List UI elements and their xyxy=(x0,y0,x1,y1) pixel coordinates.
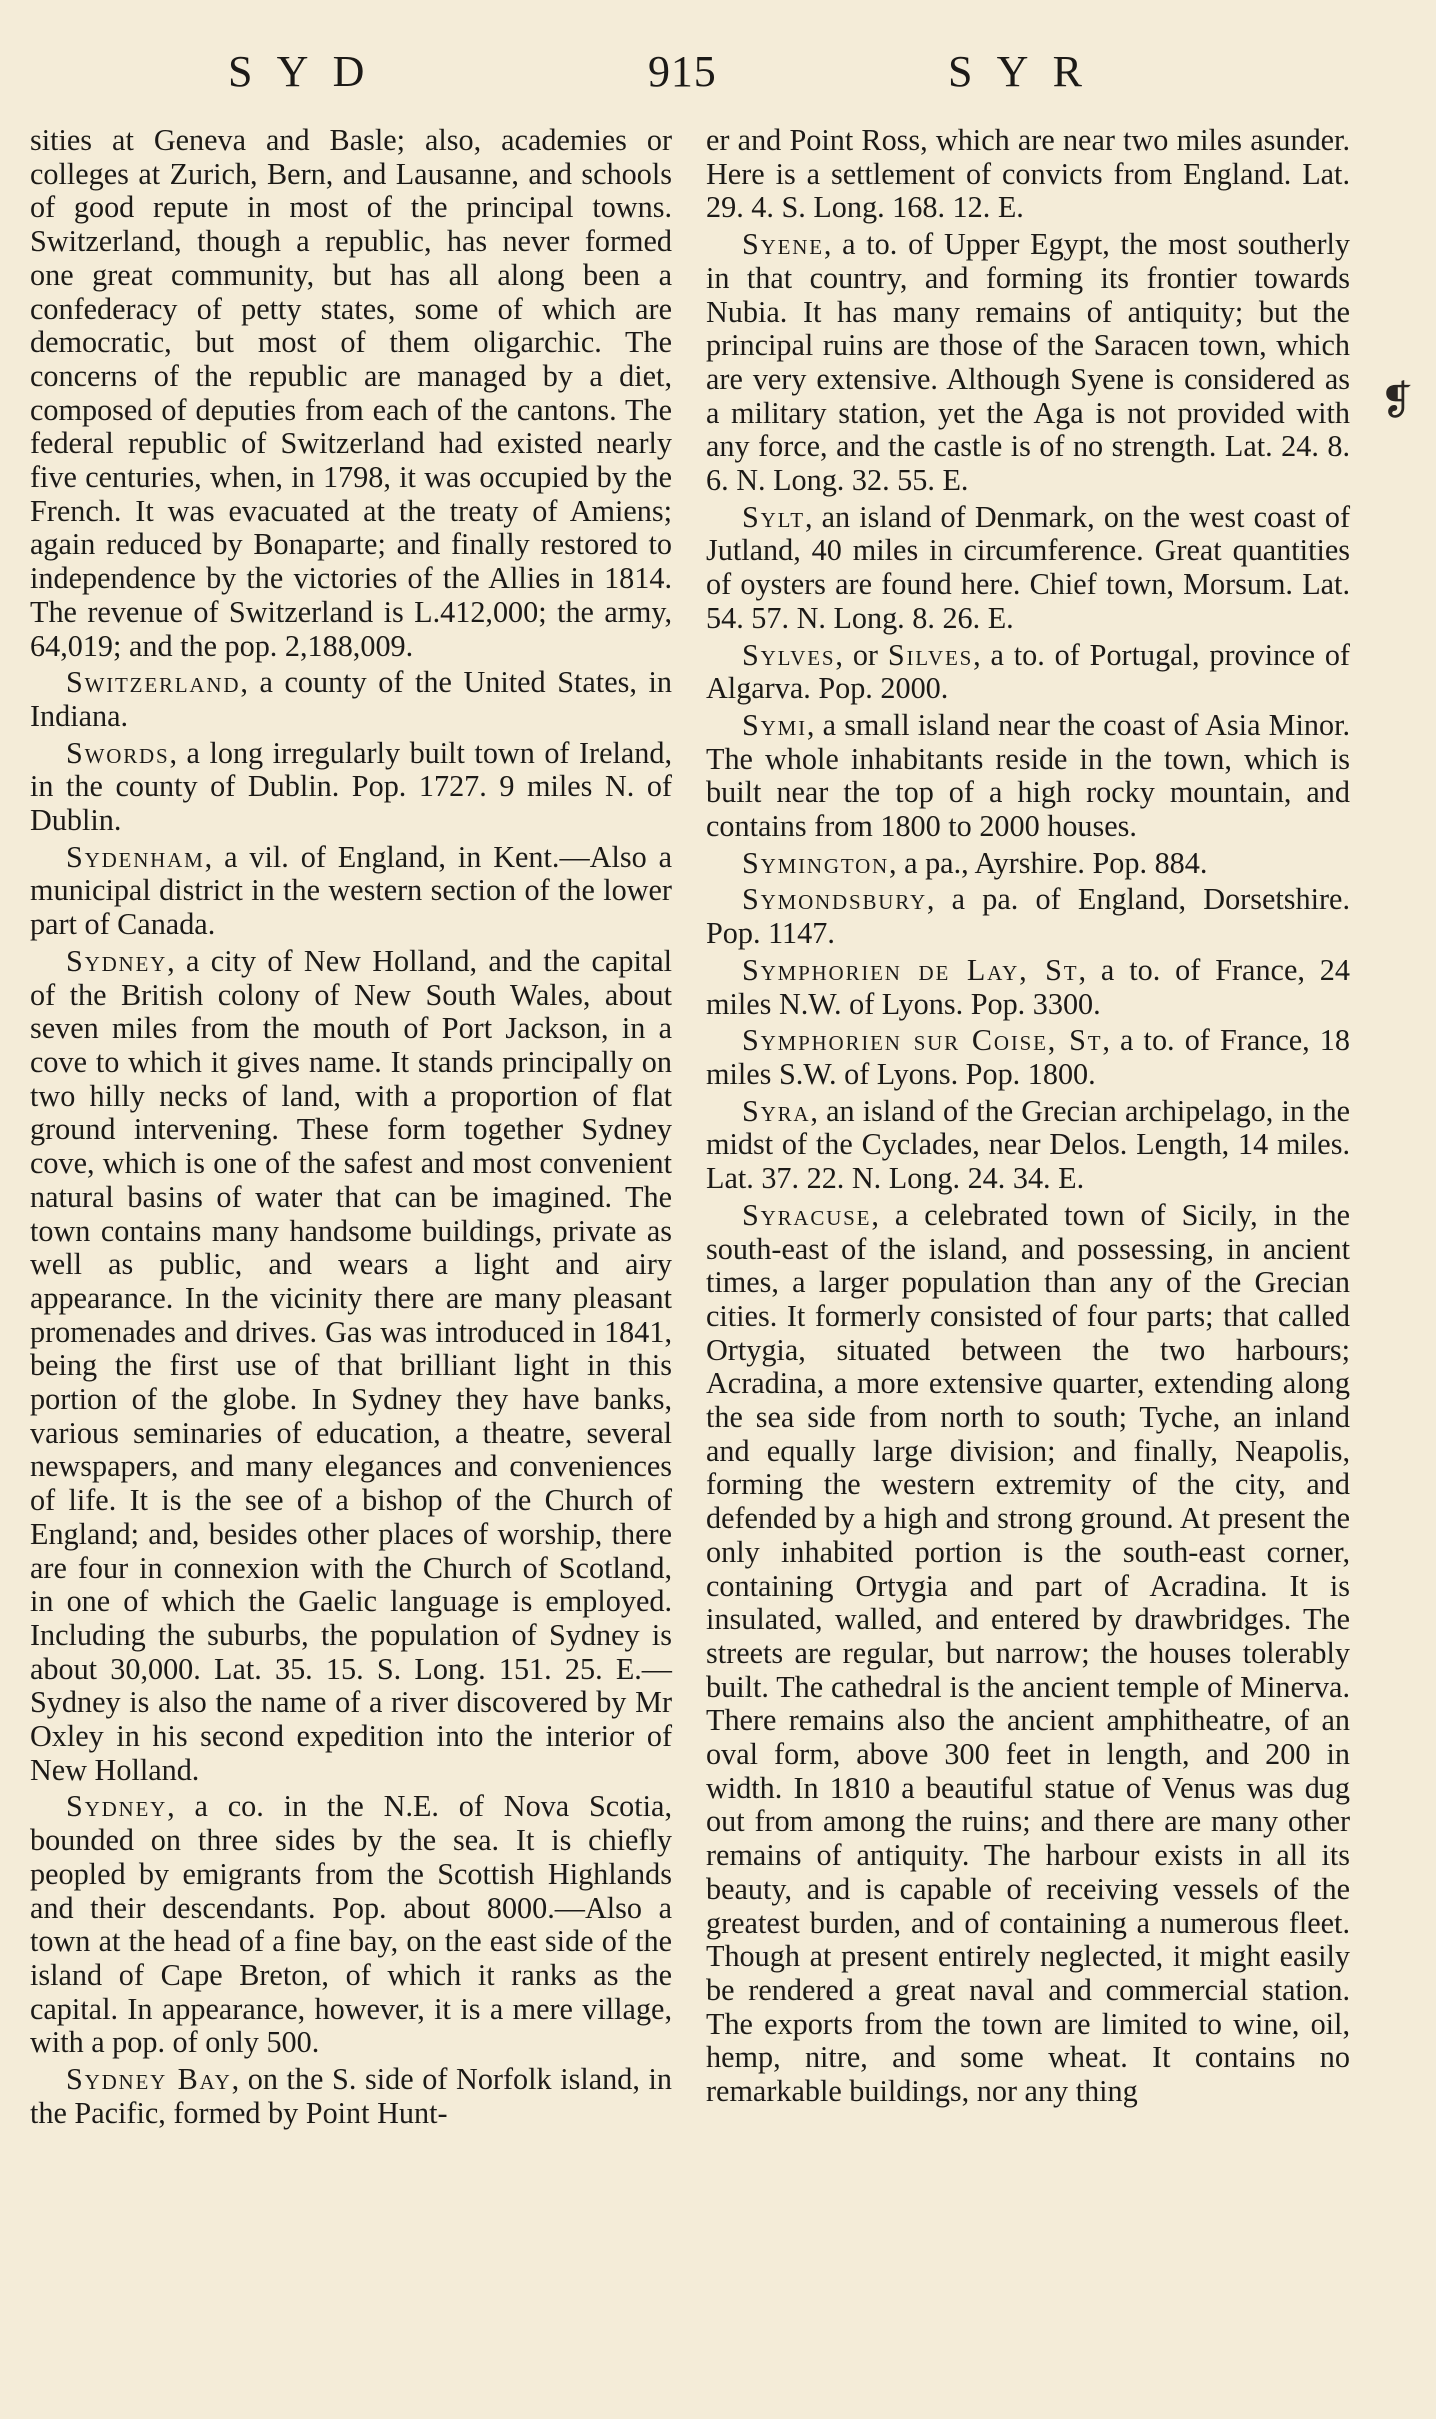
entry-headword: Symphorien sur Coise, St xyxy=(742,1023,1103,1058)
entry-text: er and Point Ross, which are near two miles asunder. Here is a settlement of convicts from England. Lat. 29. 4. S. Long. 168. 12. E. xyxy=(706,123,1350,225)
entry-text: , a to. of France, 24 miles N.W. of Lyons. Pop. 3300. xyxy=(706,952,1350,1021)
entry-headword: Swords xyxy=(66,735,170,770)
entry-headword: Silves xyxy=(887,637,974,672)
entry-text: , a pa. of England, Dorsetshire. Pop. 1147. xyxy=(706,882,1350,951)
entry-headword: Symphorien de Lay, St xyxy=(742,952,1079,987)
entry xyxy=(706,501,1350,636)
entry xyxy=(30,737,672,838)
entry-text: , a long irregularly built town of Ireland, in the county of Dublin. Pop. 1727. 9 miles N. of Dublin. xyxy=(30,735,672,838)
entry-text: , a small island near the coast of Asia Minor. The whole inhabitants reside in the town, which is built near the top of a high rocky mountain, and contains from 1800 to 2000 houses. xyxy=(706,707,1350,844)
entry-text: , a co. in the N.E. of Nova Scotia, bounded on three sides by the sea. It is chiefly peopled by emigrants from the Scottish Highlands and their descendants. Pop. about 8000.—Also a town at the head of a fine bay, on the east side of the island of Cape Breton, of which it ranks as the capital. In appearance, however, it is a mere village, with a pop. of only 500. xyxy=(30,1789,672,2060)
entry-headword: Sylt xyxy=(742,499,805,534)
entry xyxy=(30,1790,672,2060)
page-number: 915 xyxy=(648,47,717,96)
running-head xyxy=(0,46,1436,116)
entry-headword: Symi xyxy=(742,707,807,742)
right-column xyxy=(706,124,1350,2112)
entry xyxy=(706,1024,1350,1091)
entry-headword: Syra xyxy=(742,1093,811,1128)
entry xyxy=(706,228,1350,498)
entry-text: , an island of the Grecian archipelago, in the midst of the Cyclades, near Delos. Length, 14 miles. Lat. 37. 22. N. Long. 24. 34. E. xyxy=(706,1093,1350,1196)
entry-text: , an island of Denmark, on the west coast of Jutland, 40 miles in circumference. Great quantities of oysters are found here. Chief town, Morsum. Lat. 54. 57. N. Long. 8. 26. E. xyxy=(706,499,1350,635)
entry-text: , a celebrated town of Sicily, in the south-east of the island, and possessing, in ancient times, a larger population than any of the Grecian cities. It formerly consisted of four parts; that called Ortygia, situated between the two harbours; Acradina, a more extensive quarter, extending along the sea side from north to south; Tyche, an inland and equally large division; and finally, Neapolis, forming the western extremity of the city, and defended by a high and strong ground. At present the only inhabited portion is the south-east corner, containing Ortygia and part of Acradina. It is insulated, walled, and entered by drawbridges. The streets are regular, but narrow; the houses tolerably built. The cathedral is the ancient temple of Minerva. There remains also the ancient amphitheatre, of an oval form, above 300 feet in length, and 200 in width. In 1810 a beautiful statue of Venus was dug out from among the ruins; and there are many other remains of antiquity. The harbour exists in all its beauty, and is capable of receiving vessels of the greatest burden, and of containing a numerous fleet. Though at present entirely neglected, it might easily be rendered a great naval and commercial station. The exports from the town are limited to wine, oil, hemp, nitre, and some wheat. It contains no remarkable buildings, nor any thing xyxy=(706,1197,1350,2109)
entry-text: , or xyxy=(835,637,888,672)
header-left-keyword: SYD xyxy=(228,47,389,96)
entry-text: , a vil. of England, in Kent.—Also a municipal district in the western section of the lower part of Canada. xyxy=(30,839,672,942)
entry-headword: Sydney Bay xyxy=(66,2062,232,2097)
entry-headword: Sydney xyxy=(66,943,168,978)
entry-text: , on the S. side of Norfolk island, in the Pacific, formed by Point Hunt- xyxy=(30,2062,672,2130)
entry-text: , a county of the United States, in Indiana. xyxy=(30,665,672,733)
entry-text: , a to. of Upper Egypt, the most southerly in that country, and forming its frontier towards Nubia. It has many remains of antiquity; but the principal ruins are those of the Saracen town, which are very extensive. Although Syene is considered as a military station, yet the Aga is not provided with any force, and the castle is of no strength. Lat. 24. 8. 6. N. Long. 32. 55. E. xyxy=(706,227,1350,498)
entry-headword: Syracuse xyxy=(742,1197,872,1232)
entry xyxy=(706,639,1350,706)
entry-text: , a city of New Holland, and the capital of the British colony of New South Wales, about seven miles from the mouth of Port Jackson, in a cove to which it gives name. It stands principally on two hilly necks of land, with a proportion of flat ground intervening. These form together Sydney cove, which is one of the safest and most convenient natural basins of water that can be imagined. The town contains many handsome buildings, private as well as public, and wears a light and airy appearance. In the vicinity there are many pleasant promenades and drives. Gas was introduced in 1841, being the first use of that brilliant light in this portion of the globe. In Sydney they have banks, various seminaries of education, a theatre, several newspapers, and many elegances and conveniences of life. It is the see of a bishop of the Church of England; and, besides other places of worship, there are four in connexion with the Church of Scotland, in one of which the Gaelic language is employed. Including the suburbs, the population of Sydney is about 30,000. Lat. 35. 15. S. Long. 151. 25. E.—Sydney is also the name of a river discovered by Mr Oxley in his second expedition into the interior of New Holland. xyxy=(30,943,672,1787)
entry xyxy=(706,1199,1350,2109)
header-right-keyword: SYR xyxy=(948,47,1107,96)
entry-text: sities at Geneva and Basle; also, academies or colleges at Zurich, Bern, and Lausanne, and schools of good repute in most of the principal towns. Switzerland, though a republic, has never formed one great community, but has all along been a confederacy of petty states, some of which are democratic, but most of them oligarchic. The concerns of the republic are managed by a diet, composed of deputies from each of the cantons. The federal republic of Switzerland had existed nearly five centuries, when, in 1798, it was occupied by the French. It was evacuated at the treaty of Amiens; again reduced by Bonaparte; and finally restored to independence by the victories of the Allies in 1814. The revenue of Switzerland is L.412,000; the army, 64,019; and the pop. 2,188,009. xyxy=(30,123,672,663)
entry-headword: Sylves xyxy=(742,637,836,672)
entry-text: , a to. of France, 18 miles S.W. of Lyons. Pop. 1800. xyxy=(706,1023,1350,1091)
entry xyxy=(30,124,672,663)
entry xyxy=(30,841,672,942)
entry xyxy=(30,2063,672,2130)
entry xyxy=(706,954,1350,1021)
entry xyxy=(706,709,1350,844)
entry-text: , a pa., Ayrshire. Pop. 884. xyxy=(889,845,1208,880)
entry xyxy=(30,945,672,1788)
entry-headword: Symondsbury xyxy=(742,882,927,917)
entry xyxy=(30,666,672,733)
entry xyxy=(706,1095,1350,1196)
entry xyxy=(706,124,1350,225)
left-column xyxy=(30,124,672,2133)
entry-headword: Sydenham xyxy=(66,839,205,874)
entry xyxy=(706,847,1350,881)
entry-headword: Switzerland xyxy=(66,665,241,700)
entry-headword: Syene xyxy=(742,227,824,262)
entry-text: , a to. of Portugal, province of Algarva. Pop. 2000. xyxy=(706,637,1350,706)
margin-mark: ❡ xyxy=(1380,378,1414,424)
entry xyxy=(706,883,1350,950)
entry-headword: Symington xyxy=(742,845,890,880)
entry-headword: Sydney xyxy=(66,1789,168,1824)
